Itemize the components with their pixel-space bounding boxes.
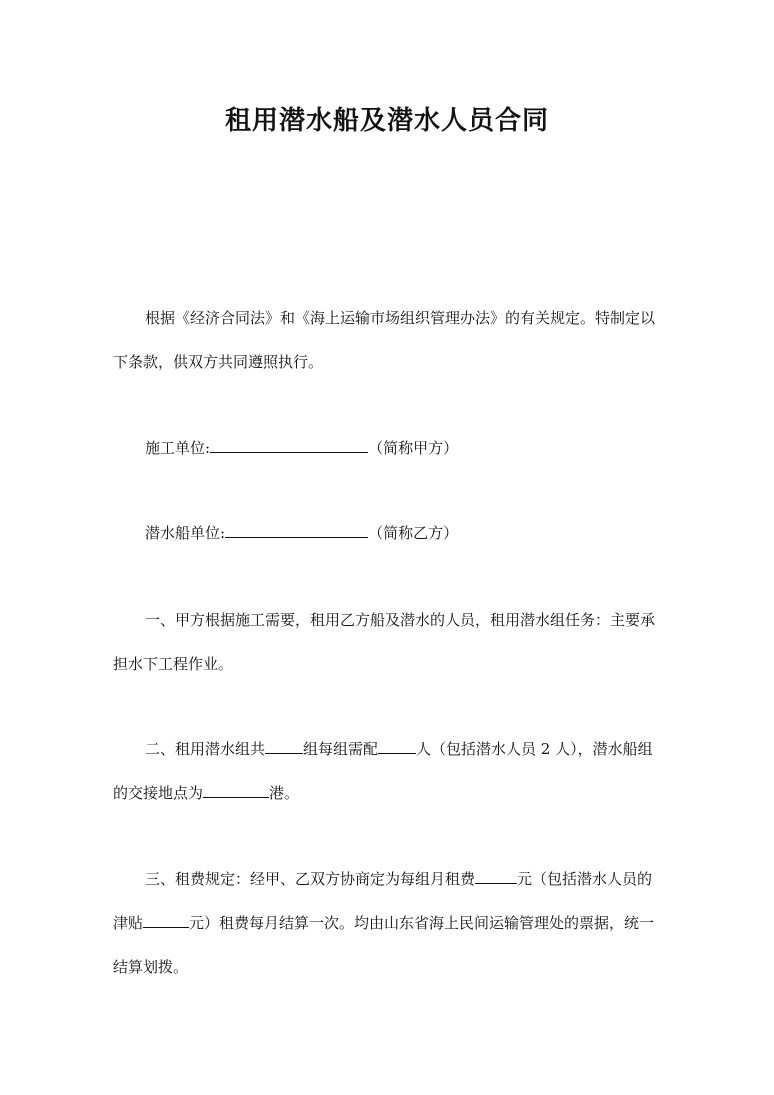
clause-2-text-e: 港。 — [269, 784, 300, 802]
clause-2-line-1 — [145, 739, 653, 759]
party-b-suffix: （简称乙方） — [368, 524, 459, 542]
clause-2-blank-persons — [378, 739, 416, 754]
party-b-row — [145, 523, 458, 543]
party-a-blank — [210, 438, 368, 453]
intro-line-1: 根据《经济合同法》和《海上运输市场组织管理办法》的有关规定。特制定以 — [145, 309, 656, 327]
party-a-row — [145, 438, 458, 458]
clause-3-text-b: 元（包括潜水人员的 — [517, 870, 653, 888]
clause-3-text-d: 元）租费每月结算一次。均由山东省海上民间运输管理处的票据，统一 — [189, 914, 655, 932]
clause-2-text-b: 组每组需配 — [303, 740, 379, 758]
clause-3-blank-fee — [475, 869, 517, 884]
clause-2-text-c: 人（包括潜水人员 2 人），潜水船组 — [416, 740, 653, 758]
clause-1-line-1: 一、甲方根据施工需要，租用乙方船及潜水的人员，租用潜水组任务：主要承 — [145, 611, 656, 629]
clause-3-text-a: 三、租费规定：经甲、乙双方协商定为每组月租费 — [145, 870, 476, 888]
party-b-blank — [225, 523, 368, 538]
party-a-suffix: （简称甲方） — [368, 439, 459, 457]
clause-3-line-1 — [145, 869, 652, 889]
party-a-label: 施工单位: — [145, 439, 211, 457]
clause-2-line-2 — [113, 783, 299, 803]
clause-2-blank-port — [203, 783, 269, 798]
clause-3-text-c: 津贴 — [113, 914, 144, 932]
intro-line-2: 下条款，供双方共同遵照执行。 — [113, 353, 324, 371]
clause-3-line-2 — [113, 913, 654, 933]
clause-2-text-a: 二、租用潜水组共 — [145, 740, 266, 758]
clause-2-blank-groups — [265, 739, 303, 754]
clause-3-line-3: 结算划拨。 — [113, 958, 189, 976]
document-title: 租用潜水船及潜水人员合同 — [224, 106, 549, 136]
clause-2-text-d: 的交接地点为 — [113, 784, 204, 802]
clause-3-blank-allowance — [143, 913, 189, 928]
party-b-label: 潜水船单位: — [145, 524, 226, 542]
clause-1-line-2: 担水下工程作业。 — [113, 655, 234, 673]
